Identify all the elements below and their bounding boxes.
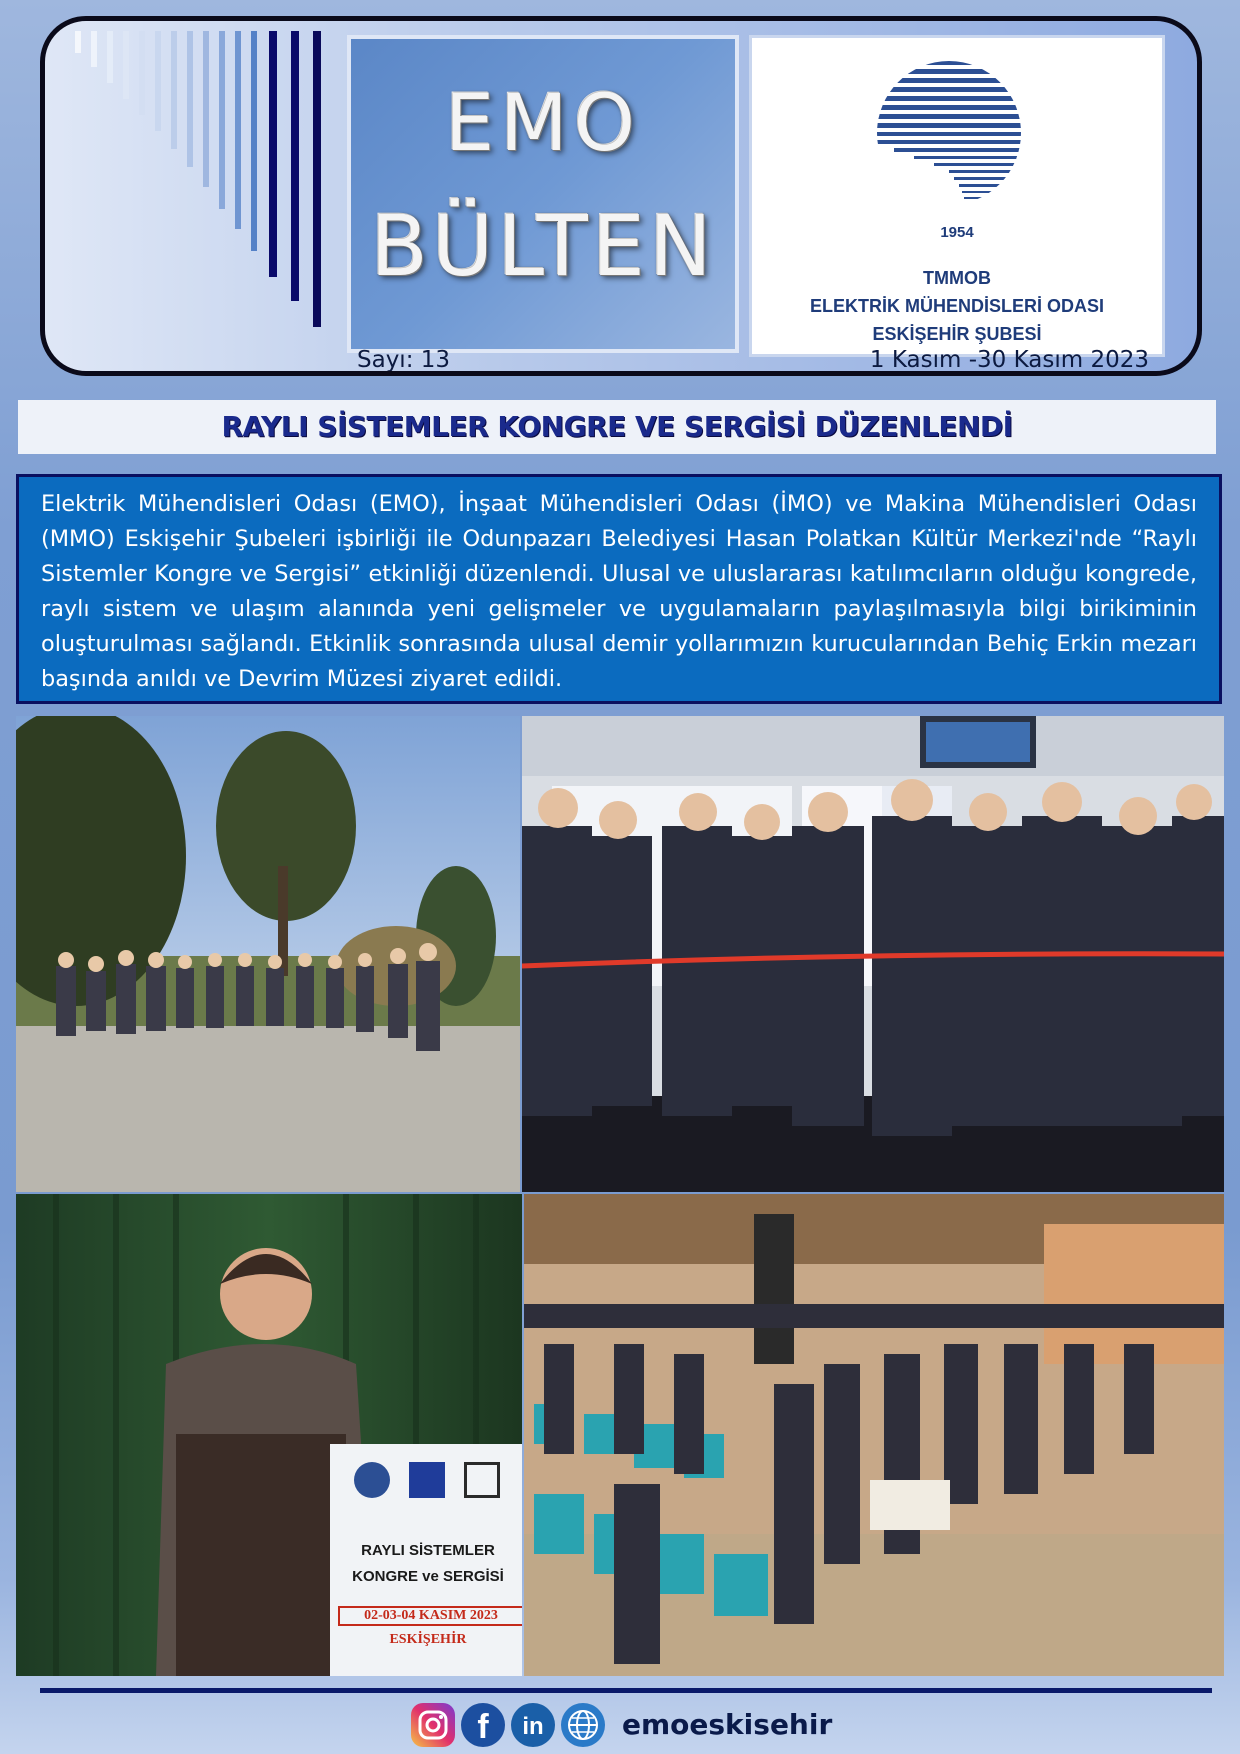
instagram-icon[interactable] <box>410 1702 456 1748</box>
photo-speaker-podium <box>16 1194 522 1676</box>
svg-text:f: f <box>477 1708 489 1746</box>
org-line-name: ELEKTRİK MÜHENDİSLERİ ODASI <box>809 296 1104 316</box>
svg-text:in: in <box>522 1713 544 1740</box>
decorative-stripes <box>75 31 365 371</box>
facebook-icon[interactable] <box>460 1702 506 1748</box>
podium-city: ESKİŞEHİR <box>389 1632 467 1647</box>
issue-number: Sayı: 13 <box>357 347 451 373</box>
tmmob-mmo-logo-icon <box>464 1462 500 1498</box>
logo-year: 1954 <box>940 224 974 241</box>
podium-title-line1: RAYLI SİSTEMLER <box>361 1542 495 1559</box>
podium-title-line2: KONGRE ve SERGİSİ <box>352 1568 504 1585</box>
article-headline: RAYLI SİSTEMLER KONGRE VE SERGİSİ DÜZENLENDİ <box>221 410 1013 443</box>
org-line-branch: ESKİŞEHİR ŞUBESİ <box>872 324 1042 344</box>
issue-date-range: 1 Kasım -30 Kasım 2023 <box>869 347 1149 373</box>
photo-ribbon-cutting <box>522 716 1224 1192</box>
masthead <box>40 16 1202 376</box>
social-handle[interactable]: emoeskisehir <box>622 1708 833 1741</box>
social-icons <box>410 1702 610 1750</box>
footer-divider <box>40 1688 1212 1693</box>
emo-emblem-icon <box>874 58 1024 208</box>
photo-group-outdoor <box>16 716 520 1192</box>
headline-bar <box>18 400 1216 454</box>
podium-sign <box>334 1446 522 1674</box>
tmmob-emo-logo-icon <box>354 1462 390 1498</box>
web-globe-icon[interactable] <box>560 1702 606 1748</box>
org-line-tmmob: TMMOB <box>923 268 991 288</box>
linkedin-icon[interactable] <box>510 1702 556 1748</box>
tmmob-imo-logo-icon <box>409 1462 445 1498</box>
photo-audience-hall <box>524 1194 1224 1676</box>
article-box <box>16 474 1222 704</box>
podium-date: 02-03-04 KASIM 2023 <box>338 1606 522 1626</box>
title-line-emo: EMO <box>445 79 641 169</box>
bulletin-title-panel <box>347 35 739 353</box>
title-line-bulten: BÜLTEN <box>370 197 716 295</box>
emo-logo-panel <box>749 35 1165 357</box>
article-body: Elektrik Mühendisleri Odası (EMO), İnşaat Mühendisleri Odası (İMO) ve Makina Mühendisleri Odası (MMO) Eskişehir Şubeleri işbirliği ile Odunpazarı Belediyesi Hasan Polatkan Kültür Merkezi'nde “Raylı Sistemler Kongre ve Sergisi” etkinliği düzenlendi. Ulusal ve uluslararası katılımcıların olduğu kongrede, raylı sistem ve ulaşım alanında yeni gelişmeler ve uygulamaların paylaşılmasıyla bilgi birikiminin oluşturulması sağlandı. Etkinlik sonrasında ulusal demir yollarımızın kurucularından Behiç Erkin mezarı başında anıldı ve Devrim Müzesi ziyaret edildi. <box>41 491 1197 692</box>
